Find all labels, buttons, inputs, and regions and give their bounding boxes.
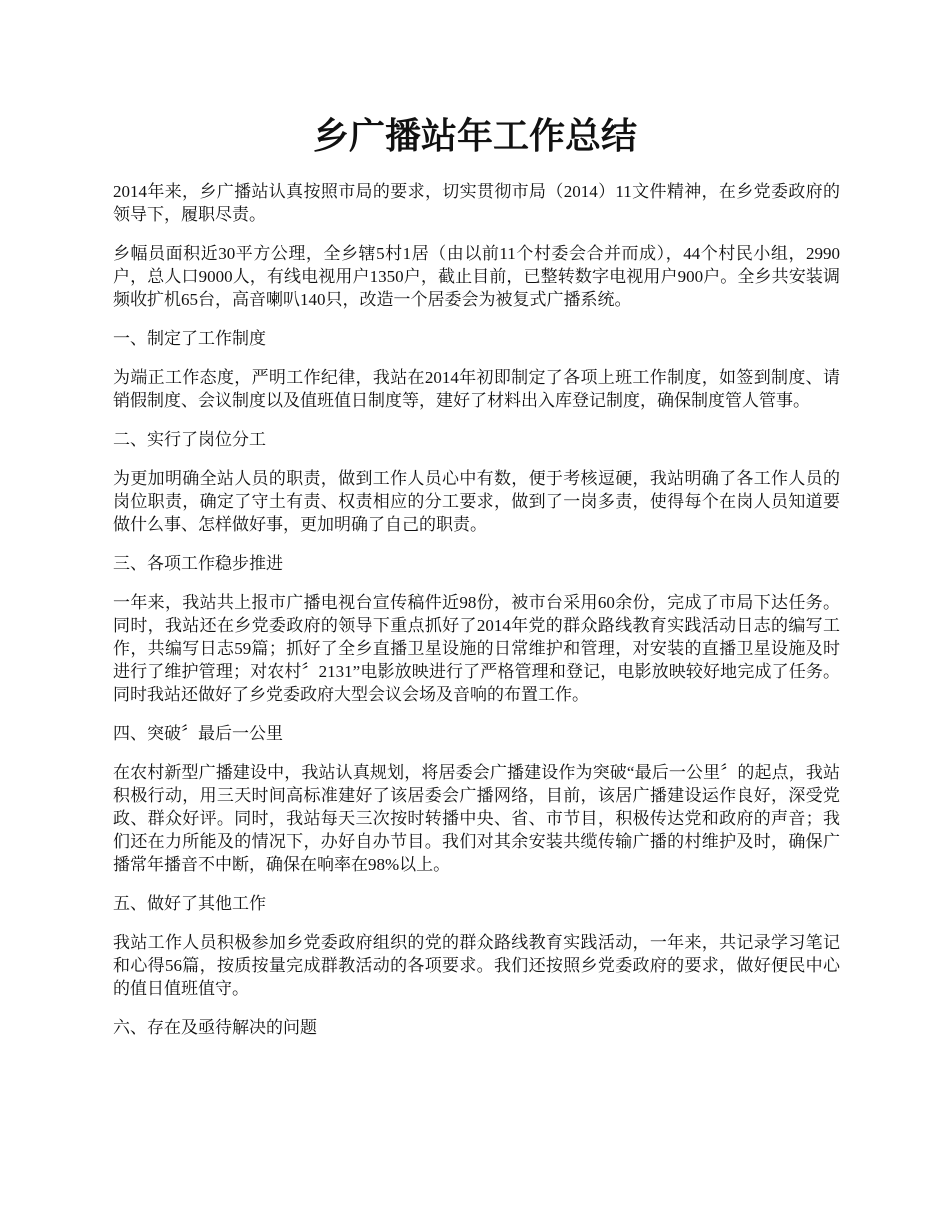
section-heading-6: 六、存在及亟待解决的问题	[113, 1018, 317, 1037]
paragraph-progress: 一年来，我站共上报市广播电视台宣传稿件近98份，被市台采用60余份，完成了市局下达任务。同时，我站还在乡党委政府的领导下重点抓好了2014年党的群众路线教育实践活动日志的编写工作，共编写日志59篇；抓好了全乡直播卫星设施的日常维护和管理，对安装的直播卫星设施及时进行了维护管理；对农村〞2131”电影放映进行了严格管理和登记，电影放映较好地完成了任务。同时我站还做好了乡党委政府大型会议会场及音响的布置工作。	[113, 593, 840, 704]
section-heading-5: 五、做好了其他工作	[113, 894, 266, 913]
paragraph-last-mile: 在农村新型广播建设中，我站认真规划，将居委会广播建设作为突破“最后一公里〞的起点，我站积极行动，用三天时间高标准建好了该居委会广播网络，目前，该居广播建设运作良好，深受党政、群众好评。同时，我站每天三次按时转播中央、省、市节目，积极传达党和政府的声音；我们还在力所能及的情况下，办好自办节目。我们对其余安装共缆传输广播的村维护及时，确保广播常年播音不中断，确保在响率在98%以上。	[113, 763, 840, 874]
section-heading-2: 二、实行了岗位分工	[113, 430, 266, 449]
paragraph-intro: 2014年来，乡广播站认真按照市局的要求，切实贯彻市局（2014）11文件精神，在乡党委政府的领导下，履职尽责。	[113, 182, 840, 224]
section-heading-1: 一、制定了工作制度	[113, 329, 266, 348]
paragraph-job-division: 为更加明确全站人员的职责，做到工作人员心中有数，便于考核逗硬，我站明确了各工作人员的岗位职责，确定了守土有责、权责相应的分工要求，做到了一岗多责，使得每个在岗人员知道要做什么事、怎样做好事，更加明确了自己的职责。	[113, 469, 840, 534]
paragraph-work-system: 为端正工作态度，严明工作纪律，我站在2014年初即制定了各项上班工作制度，如签到制度、请销假制度、会议制度以及值班值日制度等，建好了材料出入库登记制度，确保制度管人管事。	[113, 368, 840, 410]
paragraph-other-work: 我站工作人员积极参加乡党委政府组织的党的群众路线教育实践活动，一年来，共记录学习笔记和心得56篇，按质按量完成群教活动的各项要求。我们还按照乡党委政府的要求，做好便民中心的值日值班值守。	[113, 933, 840, 998]
paragraph-overview: 乡幅员面积近30平方公理，全乡辖5村1居（由以前11个村委会合并而成），44个村民小组，2990户，总人口9000人，有线电视用户1350户，截止目前，已整转数字电视用户900户。全乡共安装调频收扩机65台，高音喇叭140只，改造一个居委会为被复式广播系统。	[113, 244, 840, 309]
document-title: 乡广播站年工作总结	[312, 115, 637, 157]
document-body	[113, 180, 840, 1055]
section-heading-3: 三、各项工作稳步推进	[113, 554, 283, 573]
section-heading-4: 四、突破〞最后一公里	[113, 724, 283, 743]
